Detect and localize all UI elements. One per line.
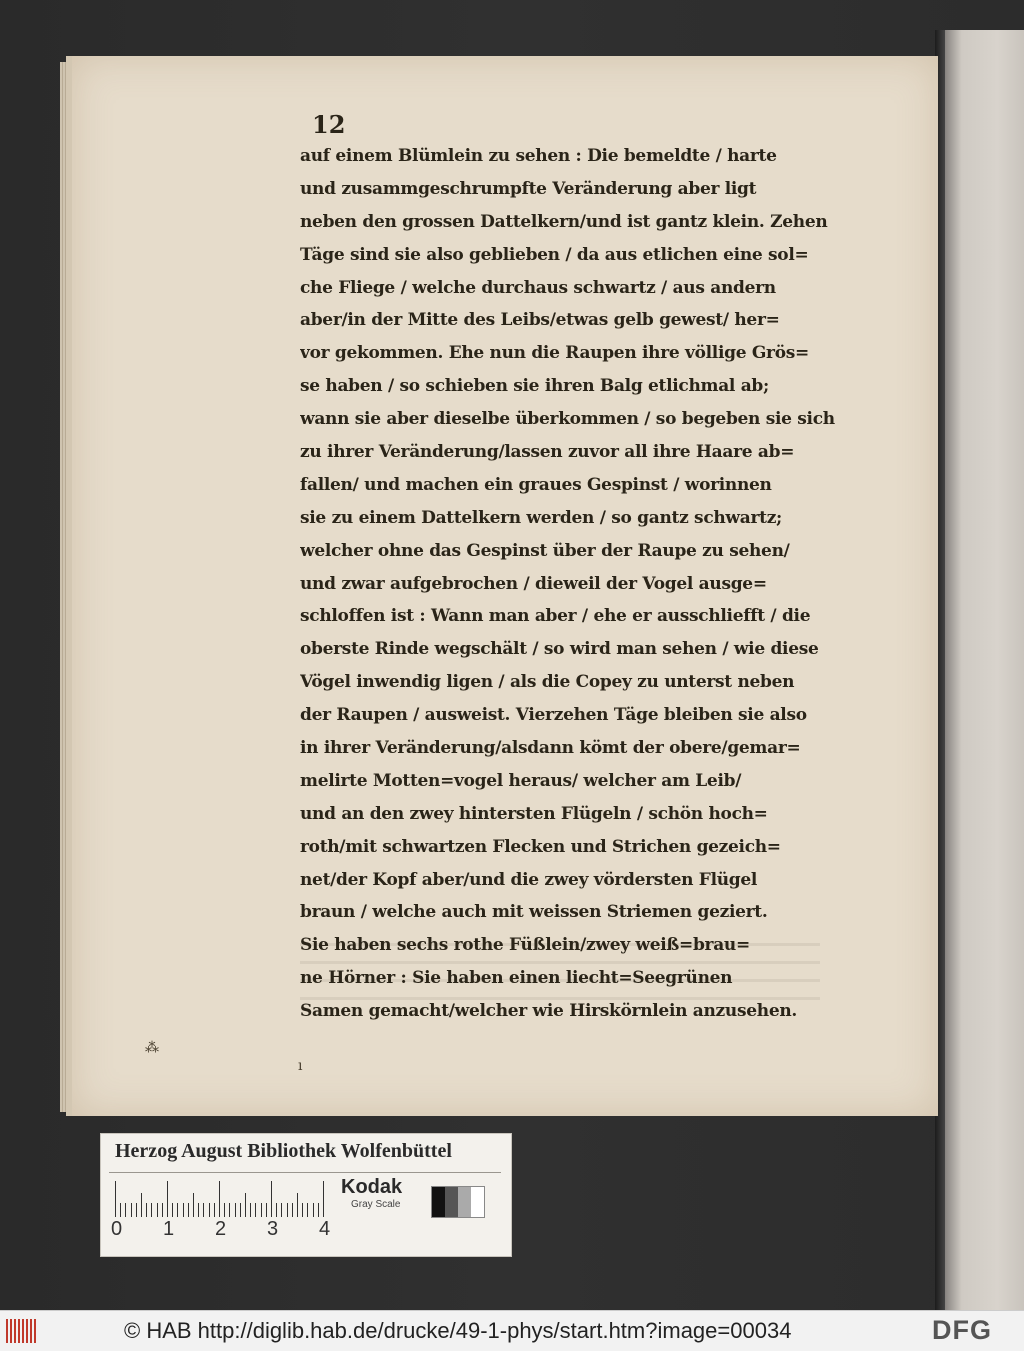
ruler-tick: [131, 1203, 132, 1217]
ruler-tick: [250, 1203, 251, 1217]
ruler-tick: [276, 1203, 277, 1217]
ruler-tick: [318, 1203, 319, 1217]
text-line: roth/mit schwartzen Flecken und Strichen gezeich=: [300, 836, 781, 857]
ruler-tick: [307, 1203, 308, 1217]
ruler-number: 3: [267, 1218, 279, 1240]
ruler-tick: [261, 1203, 262, 1217]
text-line: neben den grossen Dattelkern/und ist gantz klein. Zehen: [300, 211, 828, 232]
ruler-tick: [229, 1203, 230, 1217]
ruler-tick: [183, 1203, 184, 1217]
footer-url[interactable]: © HAB http://diglib.hab.de/drucke/49-1-phys/start.htm?image=00034: [124, 1318, 792, 1343]
text-line: vor gekommen. Ehe nun die Raupen ihre völlige Grös=: [300, 343, 809, 364]
page-text-block: [300, 140, 845, 1028]
text-line: welcher ohne das Gespinst über der Raupe zu sehen/: [300, 540, 790, 561]
ruler-tick: [115, 1181, 116, 1217]
ruler-tick: [136, 1203, 137, 1217]
text-line: che Fliege / welche durchaus schwartz / aus andern: [300, 277, 776, 298]
gray-scale-swatches: [431, 1186, 485, 1218]
ruler-tick: [141, 1193, 142, 1217]
page-mark: ı: [298, 1058, 303, 1074]
ruler-tick: [240, 1203, 241, 1217]
hab-logo-icon: [6, 1319, 38, 1343]
page-mark: ⁂: [145, 1040, 159, 1056]
ruler-tick: [287, 1203, 288, 1217]
ruler-tick: [157, 1203, 158, 1217]
ruler-tick: [313, 1203, 314, 1217]
ruler-number: 4: [319, 1218, 331, 1240]
ruler-tick: [198, 1203, 199, 1217]
ruler-tick: [323, 1181, 324, 1217]
text-line: fallen/ und machen ein graues Gespinst / worinnen: [300, 474, 772, 495]
ruler-tick: [193, 1193, 194, 1217]
ruler-tick: [172, 1203, 173, 1217]
dfg-logo: DFG: [932, 1315, 992, 1345]
ruler-number: 0: [111, 1218, 123, 1240]
text-line: ne Hörner : Sie haben einen liecht=Seegrünen: [300, 968, 733, 989]
label-divider: [109, 1172, 501, 1173]
text-line: wann sie aber dieselbe überkommen / so begeben sie sich: [300, 409, 835, 430]
text-line: Täge sind sie also geblieben / da aus etlichen eine sol=: [300, 244, 809, 265]
ruler-tick: [255, 1203, 256, 1217]
ruler-tick: [214, 1203, 215, 1217]
ruler-tick: [125, 1203, 126, 1217]
ruler-tick: [167, 1181, 168, 1217]
ruler-tick: [177, 1203, 178, 1217]
ruler-tick: [281, 1203, 282, 1217]
ruler-tick: [188, 1203, 189, 1217]
text-line: und zusammgeschrumpfte Veränderung aber ligt: [300, 178, 757, 199]
ruler-numbers: [111, 1218, 341, 1240]
ruler-tick: [235, 1203, 236, 1217]
ruler-tick: [271, 1181, 272, 1217]
adjacent-page-edge: [935, 30, 1024, 1310]
text-line: Sie haben sechs rothe Füßlein/zwey weiß=brau=: [300, 935, 750, 956]
library-name: Herzog August Bibliothek Wolfenbüttel: [115, 1140, 452, 1162]
ruler-tick: [146, 1203, 147, 1217]
text-line: melirte Motten=vogel heraus/ welcher am Leib/: [300, 770, 742, 791]
text-line: schloffen ist : Wann man aber / ehe er ausschliefft / die: [300, 606, 811, 627]
text-line: auf einem Blümlein zu sehen : Die bemeldte / harte: [300, 146, 777, 166]
show-through-text: [300, 940, 820, 1000]
text-line: net/der Kopf aber/und die zwey vördersten Flügel: [300, 869, 758, 890]
ruler-tick: [203, 1203, 204, 1217]
kodak-logo: Kodak: [341, 1176, 403, 1198]
ruler-tick: [266, 1203, 267, 1217]
ruler-number: 1: [163, 1218, 175, 1240]
library-label-card: [100, 1133, 512, 1257]
ruler-tick: [297, 1193, 298, 1217]
text-line: Samen gemacht/welcher wie Hirskörnlein anzusehen.: [300, 1001, 798, 1022]
ruler-tick: [162, 1203, 163, 1217]
text-line: der Raupen / ausweist. Vierzehen Täge bleiben sie also: [300, 705, 807, 726]
ruler-tick: [151, 1203, 152, 1217]
text-line: und zwar aufgebrochen / dieweil der Vogel ausge=: [300, 573, 767, 594]
text-line: Vögel inwendig ligen / als die Copey zu unterst neben: [300, 672, 795, 693]
ruler-tick: [292, 1203, 293, 1217]
text-line: oberste Rinde wegschält / so wird man sehen / wie diese: [300, 639, 819, 660]
text-line: aber/in der Mitte des Leibs/etwas gelb gewest/ her=: [300, 310, 780, 331]
text-line: und an den zwey hintersten Flügeln / schön hoch=: [300, 803, 768, 824]
ruler-tick: [302, 1203, 303, 1217]
text-line: se haben / so schieben sie ihren Balg etlichmal ab;: [300, 376, 769, 397]
ruler-tick: [219, 1181, 220, 1217]
text-line: braun / welche auch mit weissen Striemen geziert.: [300, 902, 768, 923]
page-number: 12: [312, 110, 346, 139]
text-line: zu ihrer Veränderung/lassen zuvor all ihre Haare ab=: [300, 442, 795, 463]
ruler-tick: [245, 1193, 246, 1217]
footer-bar: [0, 1310, 1024, 1351]
text-line: in ihrer Veränderung/alsdann kömt der obere/gemar=: [300, 738, 801, 759]
ruler-number: 2: [215, 1218, 227, 1240]
ruler-tick: [224, 1203, 225, 1217]
ruler-tick: [209, 1203, 210, 1217]
measure-ruler: [115, 1179, 327, 1217]
gray-scale-label: Gray Scale: [351, 1199, 401, 1210]
ruler-tick: [120, 1203, 121, 1217]
text-line: sie zu einem Dattelkern werden / so gantz schwartz;: [300, 507, 783, 528]
